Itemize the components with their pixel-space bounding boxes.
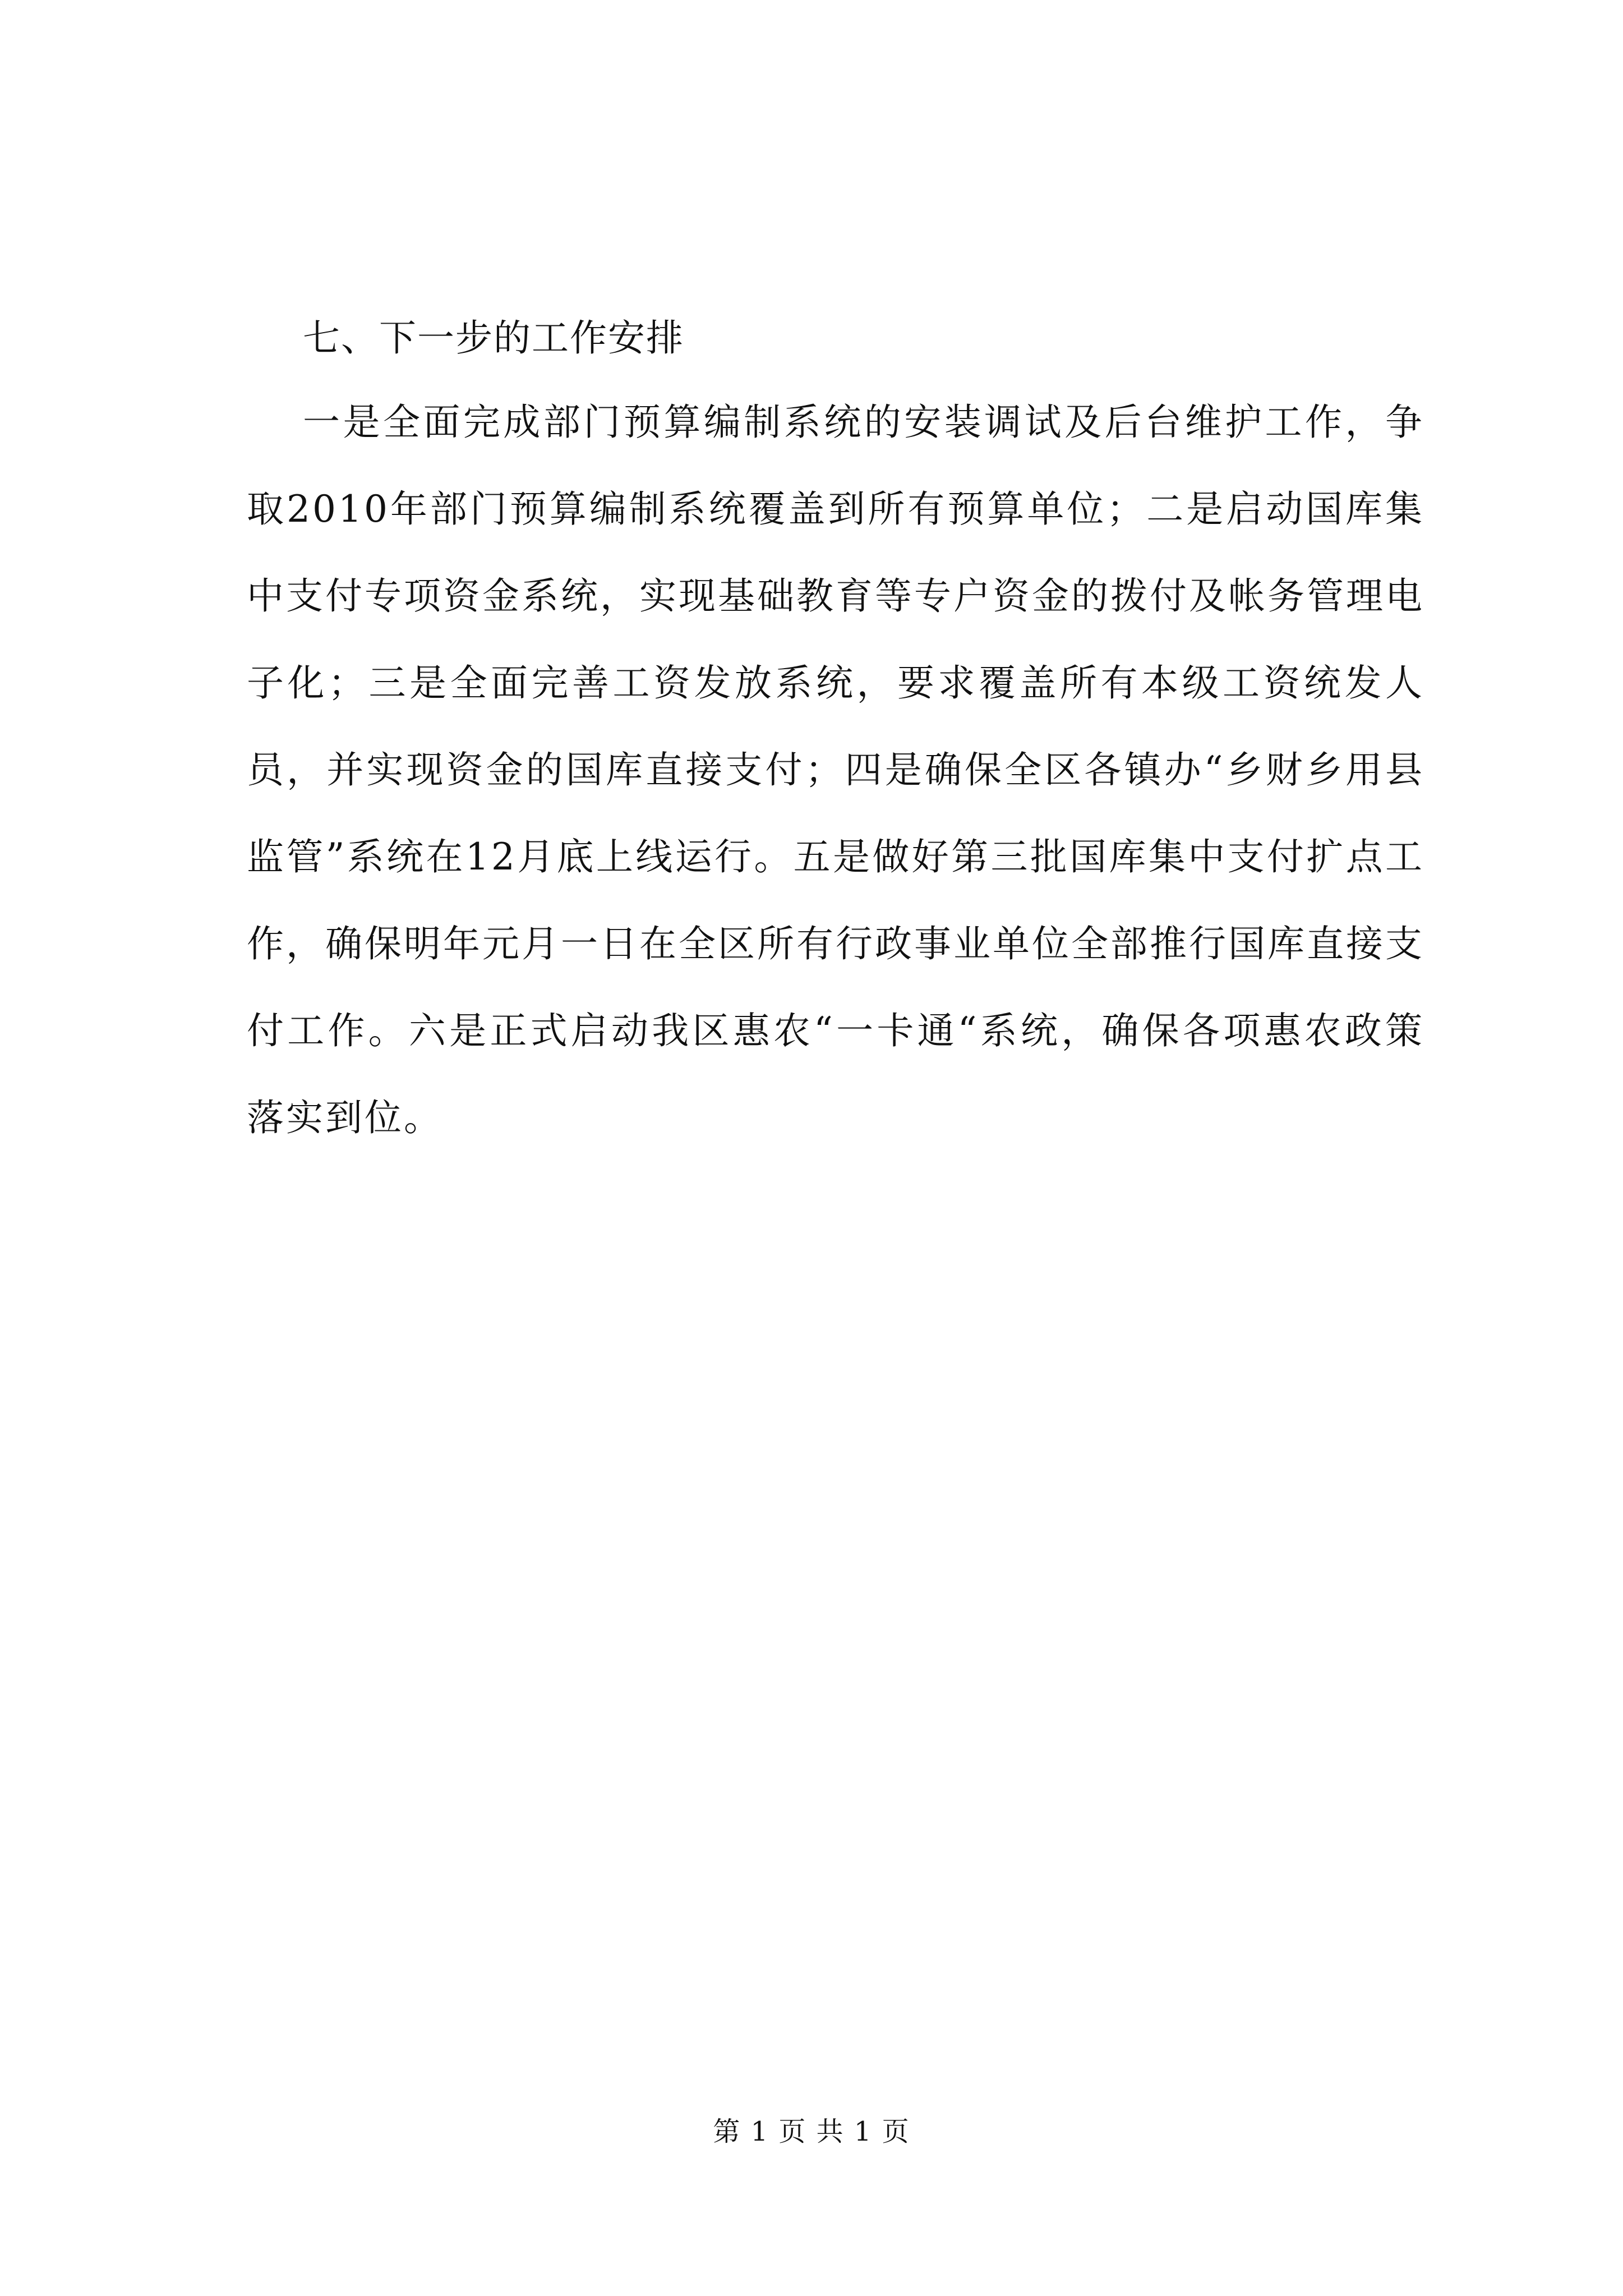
section-heading: 七、下一步的工作安排 — [303, 316, 684, 360]
document-body — [247, 297, 1424, 1161]
body-paragraph: 一是全面完成部门预算编制系统的安装调试及后台维护工作，争取2010年部门预算编制系统覆盖到所有预算单位；二是启动国库集中支付专项资金系统，实现基础教育等专户资金的拨付及帐务管理电子化；三是全面完善工资发放系统，要求覆盖所有本级工资统发人员，并实现资金的国库直接支付；四是确保全区各镇办“乡财乡用县监管”系统在12月底上线运行。五是做好第三批国库集中支付扩点工作，确保明年元月一日在全区所有行政事业单位全部推行国库直接支付工作。六是正式启动我区惠农“一卡通“系统，确保各项惠农政策落实到位。 — [247, 401, 1424, 1139]
page-footer: 第 1 页 共 1 页 — [713, 2116, 910, 2147]
